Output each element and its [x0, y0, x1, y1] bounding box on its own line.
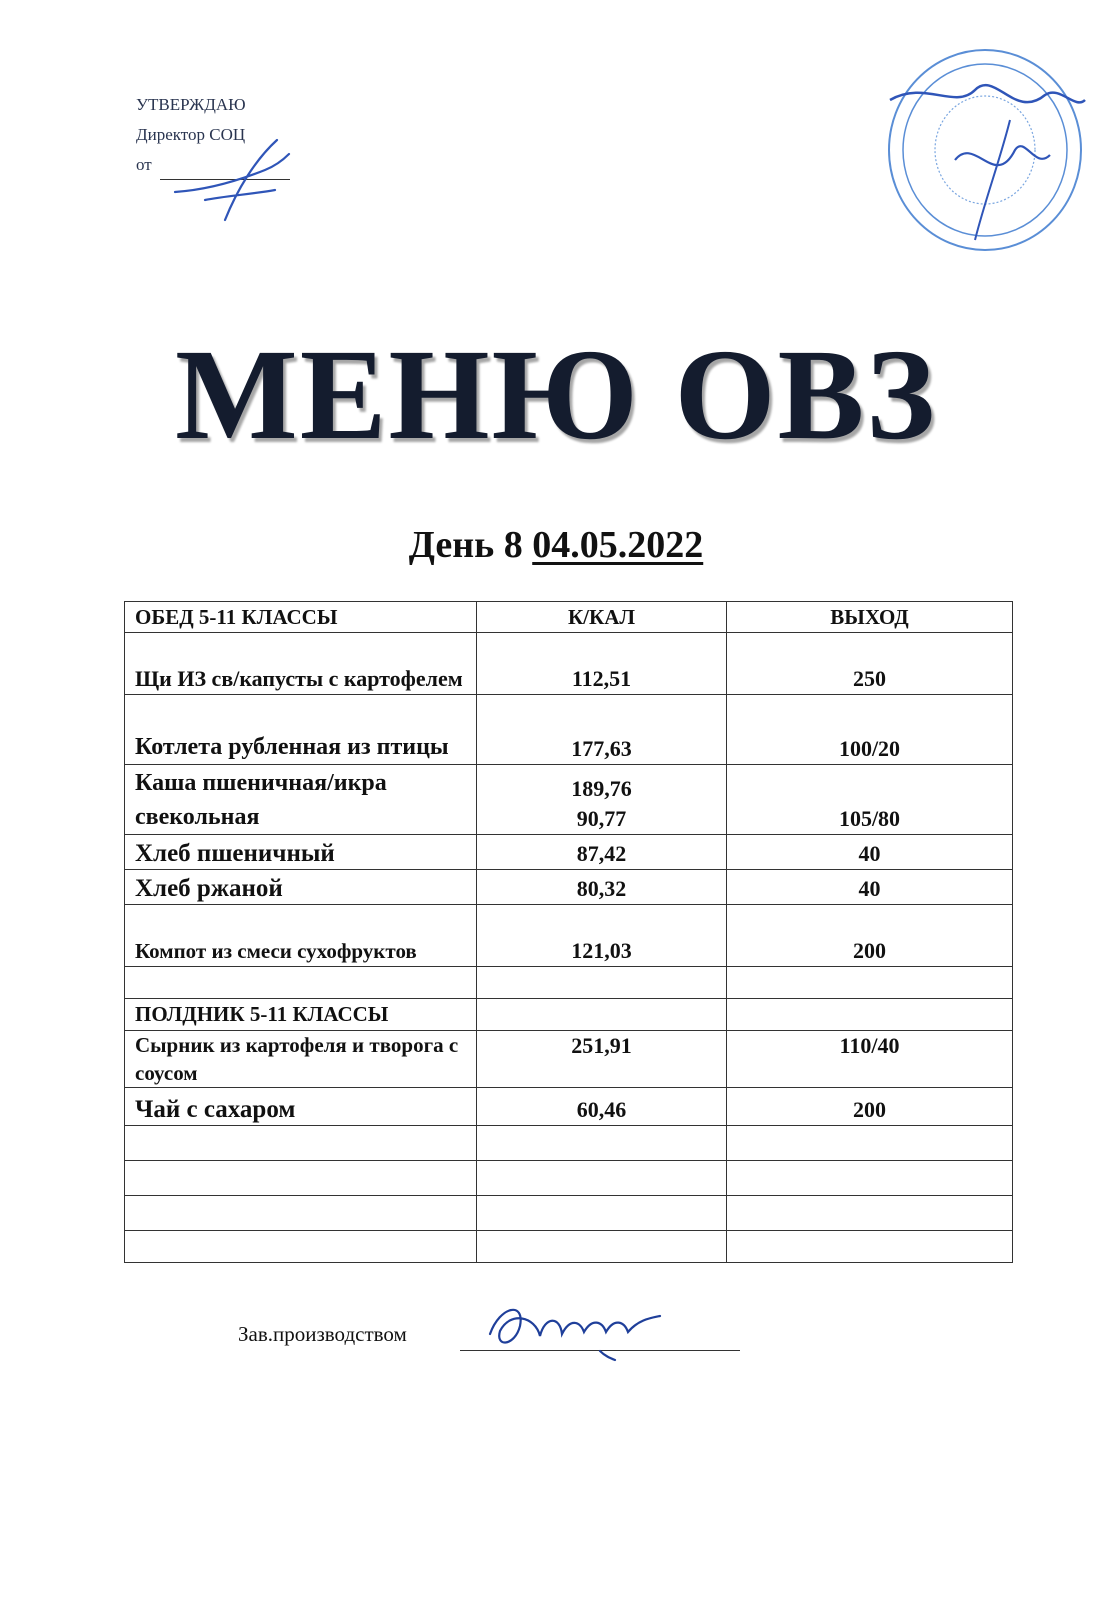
header-yield: ВЫХОД	[727, 602, 1013, 633]
approval-position: Директор СОЦ	[136, 125, 246, 144]
table-row	[125, 1088, 1013, 1126]
empty-cell	[125, 967, 477, 999]
manager-signature-image	[480, 1296, 700, 1366]
dish-name: Хлеб пшеничный	[125, 835, 477, 870]
dish-kcal: 112,51	[477, 633, 727, 695]
dish-kcal: 177,63	[477, 695, 727, 765]
empty-cell	[477, 1231, 727, 1263]
dish-yield: 105/80	[727, 765, 1013, 835]
table-row-empty	[125, 1161, 1013, 1196]
dish-yield: 110/40	[727, 1031, 1013, 1088]
empty-cell	[477, 967, 727, 999]
empty-cell	[477, 1161, 727, 1196]
table-row	[125, 695, 1013, 765]
empty-cell	[125, 1196, 477, 1231]
footer-label: Зав.производством	[238, 1322, 407, 1346]
dish-yield: 250	[727, 633, 1013, 695]
dish-kcal-second: 90,77	[576, 806, 627, 831]
table-header-row	[125, 602, 1013, 633]
table-row-empty	[125, 1196, 1013, 1231]
director-signature-image	[165, 130, 295, 225]
day-heading	[0, 523, 1112, 567]
dish-kcal: 60,46	[477, 1088, 727, 1126]
empty-cell	[727, 1196, 1013, 1231]
dish-name: Сырник из картофеля и творога с соусом	[125, 1031, 477, 1088]
day-label: День 8	[408, 524, 523, 566]
empty-cell	[125, 1161, 477, 1196]
empty-cell	[477, 1196, 727, 1231]
empty-cell	[477, 1126, 727, 1161]
dish-yield: 40	[727, 870, 1013, 905]
dish-name: Щи ИЗ св/капусты с картофелем	[125, 633, 477, 695]
dish-name: Котлета рубленная из птицы	[125, 695, 477, 765]
empty-cell	[727, 999, 1013, 1031]
table-row	[125, 765, 1013, 835]
dish-kcal: 189,76	[571, 776, 632, 801]
dish-name: Хлеб ржаной	[125, 870, 477, 905]
dish-yield: 200	[727, 1088, 1013, 1126]
dish-yield: 40	[727, 835, 1013, 870]
table-row	[125, 870, 1013, 905]
header-kcal: К/КАЛ	[477, 602, 727, 633]
approval-title: УТВЕРЖДАЮ	[136, 95, 246, 114]
table-row	[125, 905, 1013, 967]
page-title: МЕНЮ ОВЗ	[175, 323, 937, 467]
table-row-empty	[125, 1231, 1013, 1263]
snack-header-row	[125, 999, 1013, 1031]
dish-kcal: 251,91	[477, 1031, 727, 1088]
table-row-empty	[125, 1126, 1013, 1161]
dish-yield: 200	[727, 905, 1013, 967]
empty-cell	[727, 1126, 1013, 1161]
dish-kcal: 87,42	[477, 835, 727, 870]
table-row	[125, 633, 1013, 695]
header-meal: ОБЕД 5-11 КЛАССЫ	[125, 602, 477, 633]
empty-cell	[727, 1231, 1013, 1263]
empty-cell	[477, 999, 727, 1031]
table-row	[125, 835, 1013, 870]
dish-kcal-cell	[477, 765, 727, 835]
organization-stamp-image	[885, 40, 1090, 260]
empty-cell	[125, 1126, 477, 1161]
snack-header: ПОЛДНИК 5-11 КЛАССЫ	[125, 999, 477, 1031]
table-row-empty	[125, 967, 1013, 999]
dish-kcal: 121,03	[477, 905, 727, 967]
dish-yield: 100/20	[727, 695, 1013, 765]
approval-from-label: от	[136, 155, 152, 174]
table-row	[125, 1031, 1013, 1088]
empty-cell	[125, 1231, 477, 1263]
empty-cell	[727, 1161, 1013, 1196]
dish-name: Каша пшеничная/икра свекольная	[125, 765, 477, 835]
menu-table	[124, 601, 1013, 1263]
dish-name: Компот из смеси сухофруктов	[125, 905, 477, 967]
dish-kcal: 80,32	[477, 870, 727, 905]
day-date: 04.05.2022	[532, 524, 704, 566]
empty-cell	[727, 967, 1013, 999]
dish-name: Чай с сахаром	[125, 1088, 477, 1126]
